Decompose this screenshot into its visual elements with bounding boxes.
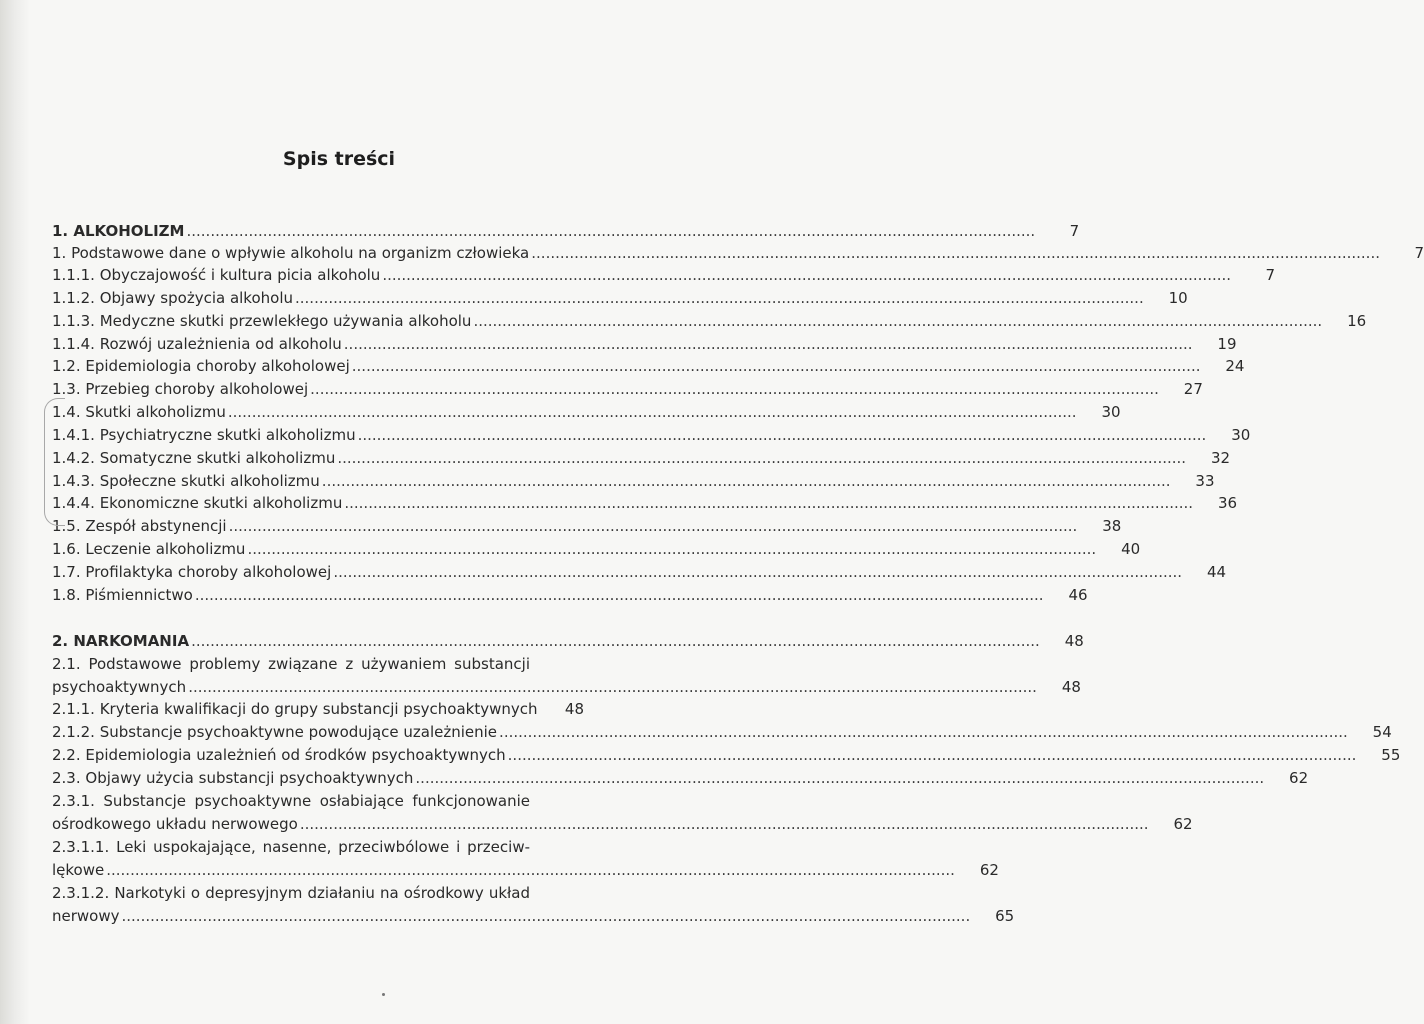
toc-entry-section-heading xyxy=(52,630,1084,652)
toc-entry xyxy=(52,744,1401,766)
toc-page-number: 54 xyxy=(1372,723,1392,741)
toc-page-number: 38 xyxy=(1102,517,1122,535)
toc-label: 1.2. Epidemiologia choroby alkoholowej xyxy=(52,357,350,375)
toc-entry xyxy=(52,401,1121,423)
toc-entry xyxy=(52,721,1392,743)
toc-page-number: 16 xyxy=(1347,312,1367,330)
toc-label: 1.4.3. Społeczne skutki alkoholizmu xyxy=(52,472,320,490)
toc-label: 2. NARKOMANIA xyxy=(52,632,190,650)
toc-entry-continuation xyxy=(52,859,999,881)
toc-label: 1.1.1. Obyczajowość i kultura picia alkoholu xyxy=(52,266,381,284)
toc-entry-first-line: 2.3.1. Substancje psychoaktywne osłabiające funkcjonowanie xyxy=(52,792,530,810)
toc-label: nerwowy xyxy=(52,907,120,925)
toc-page-number: 62 xyxy=(1289,769,1309,787)
dot-leader: .................................................................................................................................................................................. xyxy=(247,540,1097,558)
toc-entry-first-line: 2.3.1.2. Narkotyki o depresyjnym działaniu na ośrodkowy układ xyxy=(52,884,530,902)
toc-page-number: 62 xyxy=(979,861,999,879)
dot-leader xyxy=(540,698,541,720)
toc-entry xyxy=(52,424,1251,446)
toc-entry xyxy=(52,355,1245,377)
toc-label: 1.1.3. Medyczne skutki przewlekłego używania alkoholu xyxy=(52,312,472,330)
dot-leader: .................................................................................................................................................................................. xyxy=(295,289,1144,307)
toc-label: 2.3. Objawy użycia substancji psychoaktywnych xyxy=(52,769,414,787)
toc-page-number: 48 xyxy=(1061,678,1081,696)
toc-label: lękowe xyxy=(52,861,105,879)
toc-entry xyxy=(52,287,1188,309)
toc-page-number: 62 xyxy=(1173,815,1193,833)
toc-entry xyxy=(52,310,1367,332)
stray-mark xyxy=(382,993,385,996)
toc-entry xyxy=(52,242,1424,264)
toc-page-number: 7 xyxy=(1069,222,1080,240)
toc-page-number: 48 xyxy=(564,700,584,718)
toc-label: 1.4. Skutki alkoholizmu xyxy=(52,403,226,421)
toc-page-number: 40 xyxy=(1121,540,1141,558)
toc-label: 1.1.2. Objawy spożycia alkoholu xyxy=(52,289,293,307)
toc-page-number: 55 xyxy=(1381,746,1401,764)
toc-entry-first-line: 2.1. Podstawowe problemy związane z używaniem substancji xyxy=(52,655,530,673)
toc-entry xyxy=(52,264,1276,286)
dot-leader: .................................................................................................................................................................................. xyxy=(121,907,971,925)
dot-leader: .................................................................................................................................................................................. xyxy=(343,335,1193,353)
toc-entry xyxy=(52,767,1309,789)
toc-page-number: 19 xyxy=(1217,335,1237,353)
dot-leader: .................................................................................................................................................................................. xyxy=(299,815,1149,833)
toc-label: 1.7. Profilaktyka choroby alkoholowej xyxy=(52,563,332,581)
toc-label: 2.1.1. Kryteria kwalifikacji do grupy substancji psychoaktywnych xyxy=(52,700,538,718)
toc-label: 1. Podstawowe dane o wpływie alkoholu na organizm człowieka xyxy=(52,244,530,262)
page-title: Spis treści xyxy=(282,148,396,170)
toc-entry-continuation xyxy=(52,905,1015,927)
toc-label: 2.2. Epidemiologia uzależnień od środków psychoaktywnych xyxy=(52,746,506,764)
toc-entry-section-heading xyxy=(52,220,1080,242)
toc-label: 1.6. Leczenie alkoholizmu xyxy=(52,540,246,558)
dot-leader: .................................................................................................................................................................................. xyxy=(357,426,1207,444)
toc-entry xyxy=(52,470,1215,492)
toc-entry xyxy=(52,447,1231,469)
toc-label: 1.8. Piśmiennictwo xyxy=(52,586,193,604)
toc-page-number: 36 xyxy=(1217,494,1238,512)
dot-leader: .................................................................................................................................................................................. xyxy=(337,449,1187,467)
dot-leader: .................................................................................................................................................................................. xyxy=(473,312,1323,330)
dot-leader: .................................................................................................................................................................................. xyxy=(344,494,1194,512)
toc-page-number: 24 xyxy=(1225,357,1245,375)
toc-entry-first-line: 2.3.1.1. Leki uspokajające, nasenne, przeciwbólowe i przeciw- xyxy=(52,838,530,856)
toc-page-number: 65 xyxy=(995,907,1015,925)
dot-leader: .................................................................................................................................................................................. xyxy=(351,357,1201,375)
toc-entry xyxy=(52,584,1088,606)
dot-leader: .................................................................................................................................................................................. xyxy=(507,746,1357,764)
dot-leader: .................................................................................................................................................................................. xyxy=(321,472,1171,490)
toc-label: 1.4.1. Psychiatryczne skutki alkoholizmu xyxy=(52,426,356,444)
toc-page-number: 32 xyxy=(1210,449,1231,467)
toc-page-number: 27 xyxy=(1183,380,1203,398)
toc-page-number: 46 xyxy=(1068,586,1088,604)
dot-leader: .................................................................................................................................................................................. xyxy=(188,678,1037,696)
dot-leader: .................................................................................................................................................................................. xyxy=(186,222,1036,240)
toc-label: 1.4.2. Somatyczne skutki alkoholizmu xyxy=(52,449,336,467)
toc-page-number: 48 xyxy=(1064,632,1084,650)
toc-entry xyxy=(52,515,1122,537)
toc-entry xyxy=(52,538,1141,560)
toc-label: 1. ALKOHOLIZM xyxy=(52,222,185,240)
dot-leader: .................................................................................................................................................................................. xyxy=(191,632,1040,650)
toc-label: 2.1.2. Substancje psychoaktywne powodujące uzależnienie xyxy=(52,723,498,741)
toc-entry xyxy=(52,561,1227,583)
toc-page-number: 7 xyxy=(1414,244,1424,262)
dot-leader: .................................................................................................................................................................................. xyxy=(227,403,1077,421)
pencil-bracket-mark xyxy=(44,398,65,526)
toc-entry xyxy=(52,378,1203,400)
toc-page-number: 7 xyxy=(1265,266,1276,284)
toc-entry xyxy=(52,492,1238,514)
toc-entry xyxy=(52,698,584,720)
dot-leader: .................................................................................................................................................................................. xyxy=(194,586,1044,604)
dot-leader: .................................................................................................................................................................................. xyxy=(499,723,1348,741)
toc-label: 1.5. Zespół abstynencji xyxy=(52,517,227,535)
toc-label: 1.1.4. Rozwój uzależnienia od alkoholu xyxy=(52,335,342,353)
toc-label: psychoaktywnych xyxy=(52,678,187,696)
toc-entry-continuation xyxy=(52,813,1193,835)
dot-leader: .................................................................................................................................................................................. xyxy=(531,244,1380,262)
toc-entry xyxy=(52,333,1237,355)
dot-leader: .................................................................................................................................................................................. xyxy=(228,517,1078,535)
dot-leader: .................................................................................................................................................................................. xyxy=(415,769,1265,787)
dot-leader: .................................................................................................................................................................................. xyxy=(106,861,955,879)
toc-page-number: 44 xyxy=(1206,563,1227,581)
toc-label: 1.3. Przebieg choroby alkoholowej xyxy=(52,380,309,398)
dot-leader: .................................................................................................................................................................................. xyxy=(310,380,1159,398)
toc-page-number: 33 xyxy=(1195,472,1215,490)
toc-page-number: 30 xyxy=(1231,426,1251,444)
toc-label: ośrodkowego układu nerwowego xyxy=(52,815,298,833)
dot-leader: .................................................................................................................................................................................. xyxy=(382,266,1232,284)
toc-page-number: 30 xyxy=(1101,403,1121,421)
toc-entry-continuation xyxy=(52,676,1081,698)
toc-label: 1.4.4. Ekonomiczne skutki alkoholizmu xyxy=(52,494,343,512)
dot-leader: .................................................................................................................................................................................. xyxy=(333,563,1183,581)
toc-page-number: 10 xyxy=(1168,289,1188,307)
